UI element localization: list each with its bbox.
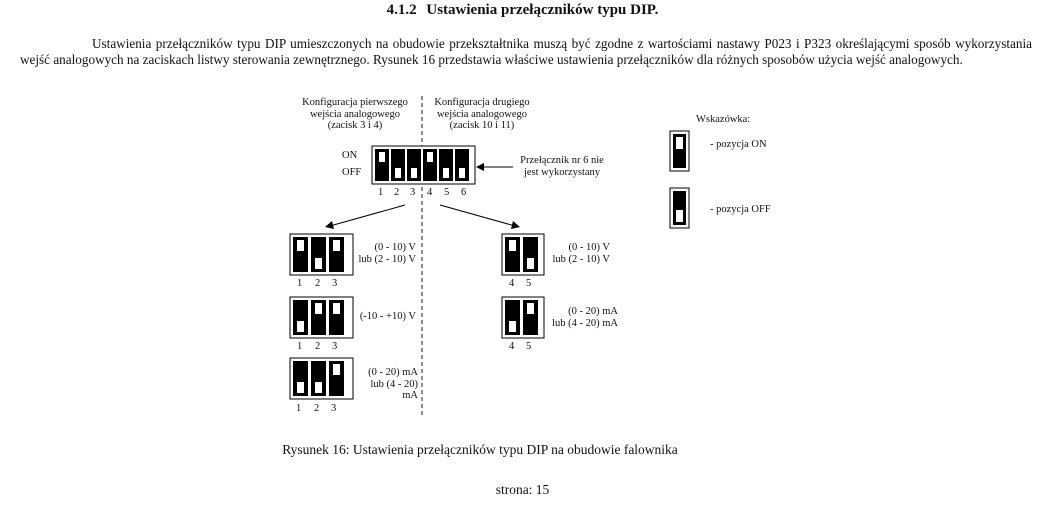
- first-config-2-label: [352, 311, 416, 323]
- main-switch-number-6: 6: [461, 187, 467, 198]
- first-input-title-line3: (zacisk 3 i 4): [327, 120, 383, 131]
- on-label: ON: [342, 150, 358, 161]
- second-config-2-label-line2: lub (4 - 20) mA: [552, 317, 618, 329]
- switch6-note-line2: jest wykorzystany: [523, 166, 601, 178]
- first-config-3-label-line2: lub (4 - 20) mA: [370, 378, 418, 401]
- first-config-2-number-1: 1: [297, 341, 303, 352]
- first-input-title-line1: Konfiguracja pierwszego: [302, 97, 408, 108]
- second-input-title-line1: Konfiguracja drugiego: [434, 97, 530, 108]
- first-config-1-label-line2: lub (2 - 10) V: [358, 253, 416, 265]
- arrow-right: [440, 205, 515, 226]
- hint-title: Wskazówka:: [696, 114, 751, 125]
- figure-caption-text: Rysunek 16: Ustawienia przełączników typu DIP na obudowie falownika: [282, 442, 678, 457]
- main-switch-number-4: 4: [427, 187, 433, 198]
- second-config-2-label: [546, 306, 618, 329]
- second-config-2-number-4: 4: [509, 341, 515, 352]
- first-config-2-switch: [290, 297, 353, 338]
- first-config-1-number-1: 1: [297, 278, 303, 289]
- second-config-1-label: [546, 242, 610, 265]
- hint-off-label: - pozycja OFF: [710, 204, 771, 215]
- main-dip-switch: [372, 146, 475, 184]
- second-config-2-switch: [502, 297, 544, 338]
- first-config-1-label: [354, 242, 416, 265]
- intro-paragraph-text: Ustawienia przełączników typu DIP umieszczonych na obudowie przekształtnika muszą być zgodne z wartościami nastawy P023 i P323 określającymi sposób wykorzystania wejść analogowych na zaciskach listwy sterowania zewnętrznego. Rysunek 16 przedstawia właściwe ustawienia przełączników dla różnych sposobów użycia wejść analogowych.: [20, 36, 1032, 67]
- second-config-1-number-4: 4: [509, 278, 515, 289]
- main-switch-number-2: 2: [394, 187, 400, 198]
- switch6-note-line1: Przełącznik nr 6 nie: [520, 155, 604, 166]
- second-input-title-line3: (zacisk 10 i 11): [449, 120, 515, 131]
- second-config-1-number-5: 5: [526, 278, 532, 289]
- first-config-1-number-2: 2: [315, 278, 321, 289]
- page-footer: strona: 15: [495, 482, 550, 497]
- hint-on-label: - pozycja ON: [710, 139, 767, 150]
- first-input-title: [290, 97, 420, 132]
- figure-caption: [0, 442, 1045, 458]
- first-config-2-number-2: 2: [315, 341, 321, 352]
- first-config-3-number-1: 1: [296, 403, 302, 414]
- hint-on-switch: [670, 131, 689, 171]
- second-config-2-number-5: 5: [526, 341, 532, 352]
- first-config-1-switch: [290, 234, 353, 275]
- section-title: Ustawienia przełączników typu DIP.: [426, 2, 659, 18]
- first-config-1-number-3: 3: [332, 278, 338, 289]
- arrow-left: [330, 205, 405, 226]
- section-number: 4.1.2: [386, 2, 417, 18]
- off-label: OFF: [342, 167, 362, 178]
- first-config-3-label-line1: (0 - 20) mA: [368, 367, 418, 378]
- first-config-2-number-3: 3: [332, 341, 338, 352]
- first-config-3-number-2: 2: [314, 403, 320, 414]
- second-config-2-label-line1: (0 - 20) mA: [568, 306, 618, 317]
- first-input-title-line2: wejścia analogowego: [309, 108, 401, 120]
- first-config-3-switch: [290, 358, 353, 399]
- main-switch-number-3: 3: [410, 187, 416, 198]
- second-input-title-line2: wejścia analogowego: [436, 108, 528, 120]
- second-config-1-switch: [502, 234, 544, 275]
- first-config-3-number-3: 3: [331, 403, 337, 414]
- second-input-title: [420, 97, 544, 132]
- second-config-1-label-line2: lub (2 - 10) V: [552, 253, 610, 265]
- hint-off-switch: [670, 188, 689, 228]
- switch6-note: [514, 155, 610, 178]
- second-config-1-label-line1: (0 - 10) V: [568, 242, 610, 253]
- main-switch-number-1: 1: [378, 187, 384, 198]
- main-switch-number-5: 5: [444, 187, 450, 198]
- first-config-2-label-line1: (-10 - +10) V: [359, 311, 416, 322]
- first-config-1-label-line1: (0 - 10) V: [374, 242, 416, 253]
- first-config-3-label: [354, 367, 418, 402]
